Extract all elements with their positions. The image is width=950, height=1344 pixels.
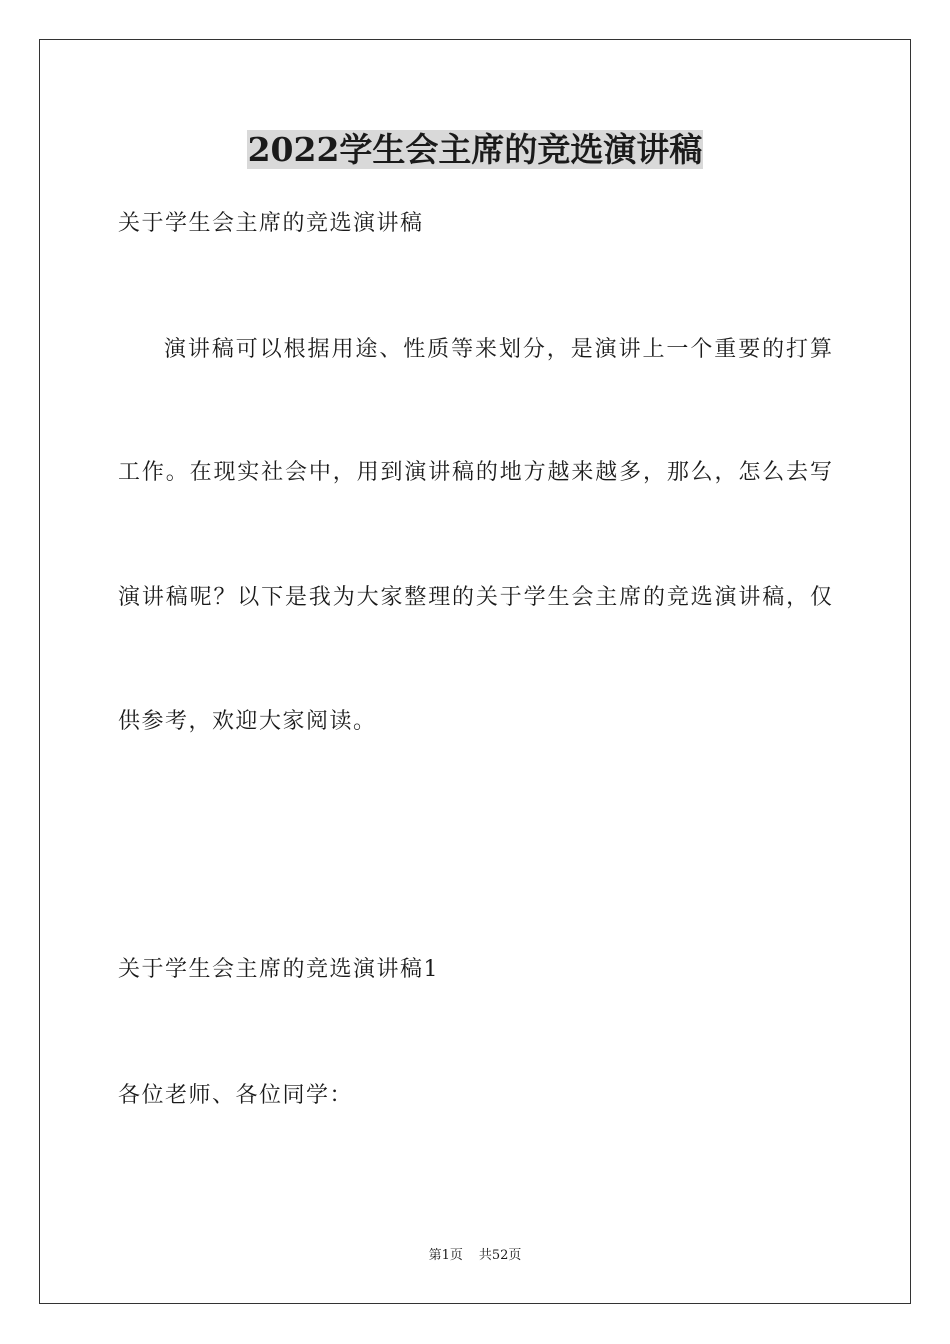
- document-subtitle: 关于学生会主席的竞选演讲稿: [118, 211, 424, 236]
- document-title-text: 2022学生会主席的竞选演讲稿: [247, 130, 703, 169]
- paragraph-line: 供参考，欢迎大家阅读。: [118, 709, 377, 734]
- paragraph-line: 工作。在现实社会中，用到演讲稿的地方越来越多，那么，怎么去写: [118, 460, 832, 485]
- document-title: [0, 128, 950, 172]
- page-footer: [0, 1247, 950, 1265]
- paragraph-line: 演讲稿可以根据用途、性质等来划分，是演讲上一个重要的打算: [164, 337, 832, 362]
- page-number-total: 共52页: [478, 1248, 522, 1263]
- section-heading: 关于学生会主席的竞选演讲稿1: [118, 957, 439, 982]
- greeting: 各位老师、各位同学：: [118, 1083, 354, 1108]
- paragraph-line: 演讲稿呢？以下是我为大家整理的关于学生会主席的竞选演讲稿，仅: [118, 585, 832, 610]
- page-number-current: 第1页: [428, 1248, 463, 1263]
